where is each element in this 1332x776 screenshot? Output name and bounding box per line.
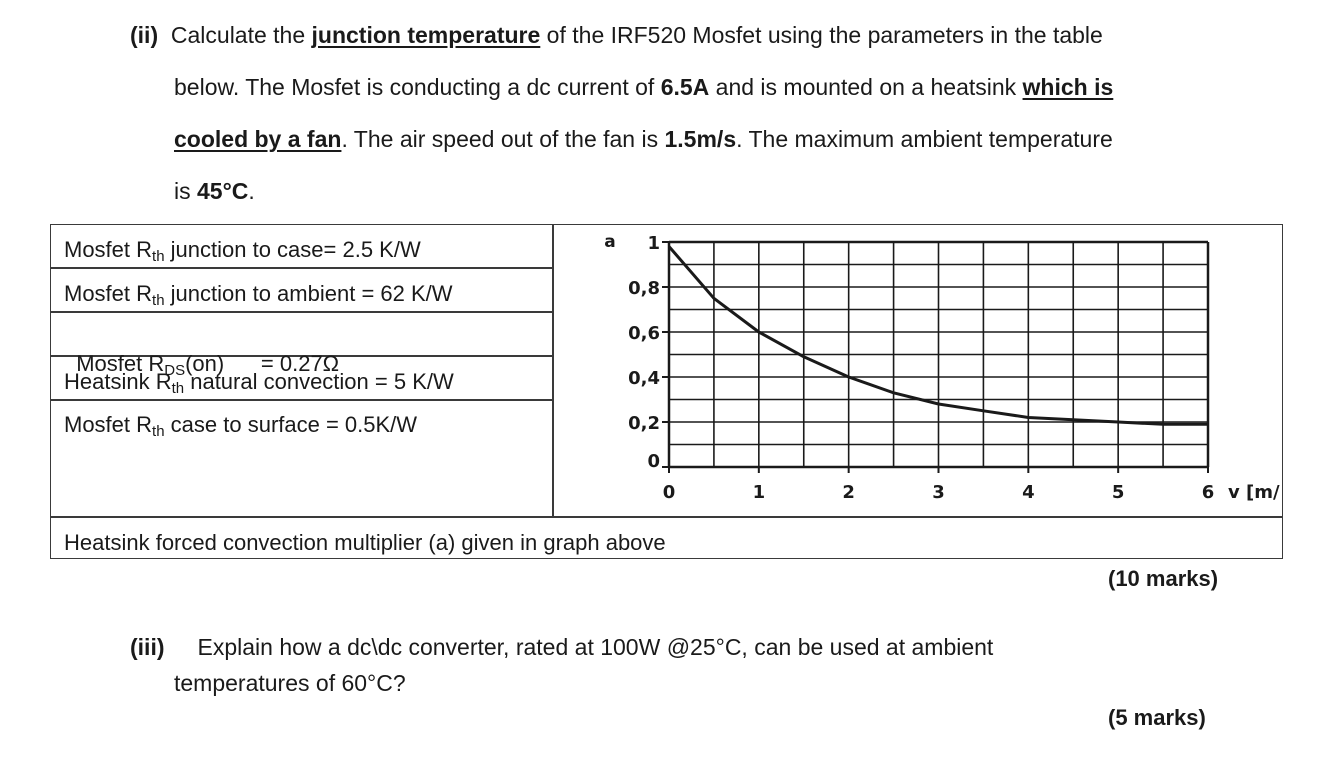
- question-iii-marks: (5 marks): [1108, 705, 1206, 730]
- question-iii-line-1: (iii) Explain how a dc\dc converter, rated at 100W @25°C, can be used at ambient: [130, 634, 994, 660]
- question-ii-line-4: is 45°C.: [174, 178, 255, 204]
- param-heatsink-rth-natural: Heatsink Rth natural convection = 5 K/W: [64, 369, 454, 397]
- air-speed-value: 1.5m/s: [664, 126, 737, 152]
- param-rds-on: Mosfet RDS(on) = 0.27Ω: [76, 351, 340, 379]
- question-ii-line-2: below. The Mosfet is conducting a dc current of 6.5A and is mounted on a heatsink which is: [174, 74, 1114, 100]
- x-tick-label: 5: [1111, 482, 1125, 503]
- x-tick-label: 4: [1022, 482, 1035, 503]
- question-ii-line-3: cooled by a fan. The air speed out of the fan is 1.5m/s. The maximum ambient temperature: [174, 126, 1113, 152]
- param-rth-junction-case: Mosfet Rth junction to case= 2.5 K/W: [64, 237, 421, 265]
- y-axis-label: a: [604, 232, 616, 252]
- y-tick-label: 0: [647, 451, 660, 472]
- question-iii-label: (iii): [130, 634, 165, 660]
- x-axis-label: v [m/: [1228, 482, 1280, 503]
- x-tick-label: 1: [752, 482, 766, 503]
- y-tick-label: 0,8: [628, 278, 660, 299]
- x-tick-label: 6: [1201, 482, 1215, 503]
- chart-labels: [604, 232, 1280, 503]
- x-tick-label: 2: [842, 482, 855, 503]
- x-tick-label: 3: [932, 482, 945, 503]
- question-ii-marks: (10 marks): [1108, 566, 1219, 591]
- y-tick-label: 0,2: [628, 413, 660, 434]
- chart-grid: [662, 242, 1208, 473]
- question-iii-line-2: temperatures of 60°C?: [174, 670, 406, 696]
- param-rth-case-surface: Mosfet Rth case to surface = 0.5K/W: [64, 412, 418, 440]
- question-ii-line-1: (ii) Calculate the junction temperature of the IRF520 Mosfet using the parameters in the table: [130, 22, 1103, 48]
- y-tick-label: 0,6: [628, 323, 660, 344]
- junction-temperature-term: junction temperature: [311, 22, 541, 48]
- y-tick-label: 0,4: [628, 368, 660, 389]
- table-footer-note: Heatsink forced convection multiplier (a) given in graph above: [64, 530, 666, 555]
- current-value: 6.5A: [660, 74, 710, 100]
- x-tick-label: 0: [662, 482, 676, 503]
- question-ii-label: (ii): [130, 22, 159, 48]
- ambient-temp-value: 45°C: [197, 178, 249, 204]
- y-tick-label: 1: [647, 233, 660, 254]
- param-rth-junction-ambient: Mosfet Rth junction to ambient = 62 K/W: [64, 281, 453, 309]
